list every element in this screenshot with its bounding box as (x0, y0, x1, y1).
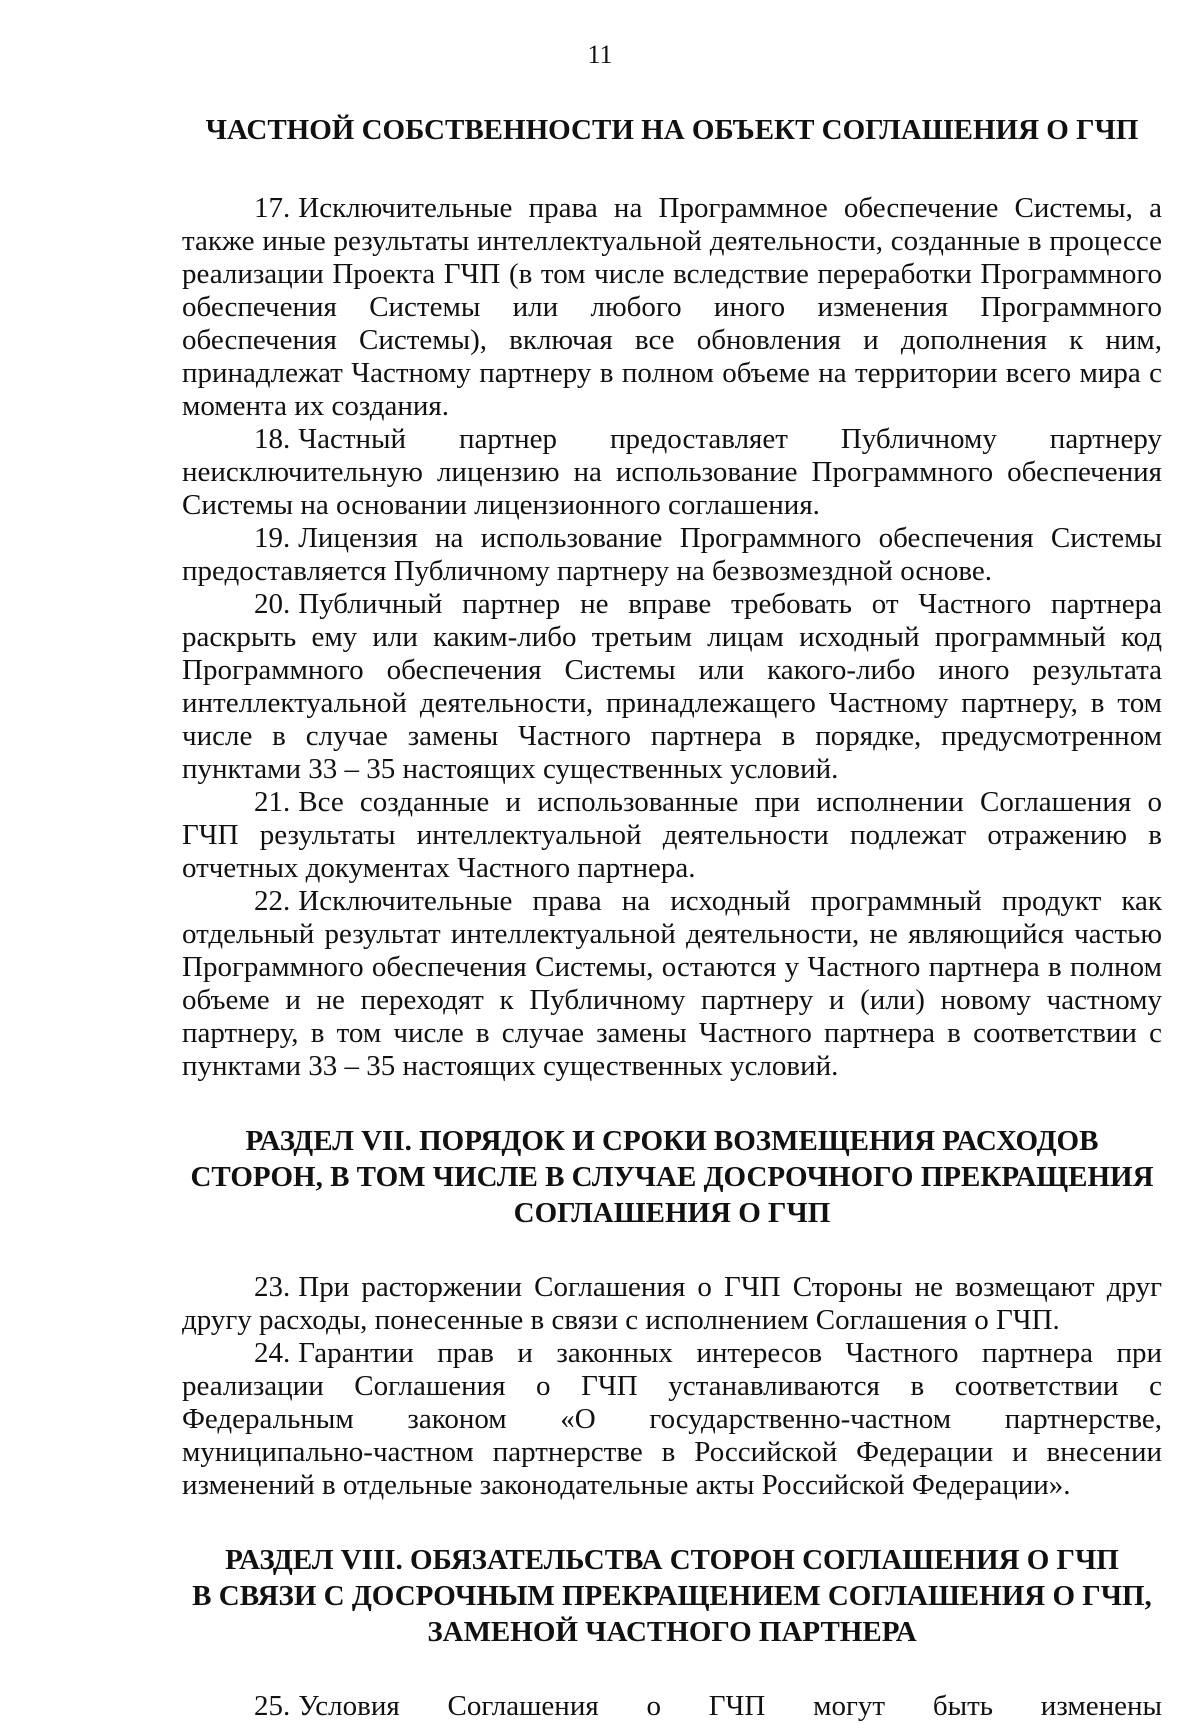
section-8-heading-line-1: РАЗДЕЛ VIII. ОБЯЗАТЕЛЬСТВА СТОРОН СОГЛАШЕНИЯ О ГЧП (225, 1544, 1119, 1576)
paragraph-number: 21. (254, 786, 291, 818)
paragraph-text: При расторжении Соглашения о ГЧП Стороны не возмещают друг другу расходы, понесенные в связи с исполнением Соглашения о ГЧП. (182, 1271, 1162, 1336)
paragraph-text: Частный партнер предоставляет Публичному партнеру неисключительную лицензию на использование Программного обеспечения Системы на основании лицензионного соглашения. (182, 423, 1162, 521)
paragraph-text: Лицензия на использование Программного обеспечения Системы предоставляется Публичному партнеру на безвозмездной основе. (182, 522, 1162, 587)
paragraph-17 (182, 192, 1162, 423)
paragraph-text: Все созданные и использованные при исполнении Соглашения о ГЧП результаты интеллектуальной деятельности подлежат отражению в отчетных документах Частного партнера. (182, 786, 1162, 884)
paragraph-22 (182, 885, 1162, 1083)
paragraph-text: Гарантии прав и законных интересов Частного партнера при реализации Соглашения о ГЧП устанавливаются в соответствии с Федеральным законом «О государственно-частном партнерстве, муниципально-частном партнерстве в Российской Федерации и внесении изменений в отдельные законодательные акты Российской Федерации». (182, 1337, 1162, 1501)
paragraph-18 (182, 423, 1162, 522)
paragraph-text: Публичный партнер не вправе требовать от Частного партнера раскрыть ему или каким-либо третьим лицам исходный программный код Программного обеспечения Системы или какого-либо иного результата интеллектуальной деятельности, принадлежащего Частному партнеру, в том числе в случае замены Частного партнера в порядке, предусмотренном пунктами 33 – 35 настоящих существенных условий. (182, 588, 1162, 785)
section-8-heading (182, 1542, 1162, 1650)
paragraph-20 (182, 588, 1162, 786)
section-8-heading-line-3: ЗАМЕНОЙ ЧАСТНОГО ПАРТНЕРА (427, 1616, 917, 1648)
paragraph-number: 17. (254, 192, 291, 224)
paragraph-number: 19. (254, 522, 291, 554)
paragraph-number: 22. (254, 885, 291, 917)
paragraph-25 (182, 1690, 1162, 1723)
section-8-heading-line-2: В СВЯЗИ С ДОСРОЧНЫМ ПРЕКРАЩЕНИЕМ СОГЛАШЕНИЯ О ГЧП, (192, 1580, 1152, 1612)
paragraph-24 (182, 1337, 1162, 1502)
paragraph-number: 20. (254, 588, 291, 620)
paragraph-number: 24. (254, 1337, 291, 1369)
paragraph-number: 23. (254, 1271, 291, 1303)
section-heading-continued: ЧАСТНОЙ СОБСТВЕННОСТИ НА ОБЪЕКТ СОГЛАШЕНИЯ О ГЧП (205, 114, 1139, 146)
paragraph-number: 18. (254, 423, 291, 455)
paragraph-text: Исключительные права на Программное обеспечение Системы, а также иные результаты интеллектуальной деятельности, созданные в процессе реализации Проекта ГЧП (в том числе вследствие переработки Программного обеспечения Системы или любого иного изменения Программного обеспечения Системы), включая все обновления и дополнения к ним, принадлежат Частному партнеру в полном объеме на территории всего мира с момента их создания. (182, 192, 1162, 422)
document-body (182, 112, 1162, 1723)
section-7-heading-line-1: РАЗДЕЛ VII. ПОРЯДОК И СРОКИ ВОЗМЕЩЕНИЯ РАСХОДОВ (245, 1125, 1099, 1157)
page-number: 11 (587, 40, 613, 69)
paragraph-23 (182, 1271, 1162, 1337)
paragraph-number: 25. (254, 1690, 291, 1722)
section-7-heading (182, 1123, 1162, 1231)
section-7-heading-line-3: СОГЛАШЕНИЯ О ГЧП (513, 1197, 831, 1229)
paragraph-19 (182, 522, 1162, 588)
paragraph-21 (182, 786, 1162, 885)
section-7-heading-line-2: СТОРОН, В ТОМ ЧИСЛЕ В СЛУЧАЕ ДОСРОЧНОГО ПРЕКРАЩЕНИЯ (190, 1161, 1154, 1193)
paragraph-text: Условия Соглашения о ГЧП могут быть изменены (298, 1690, 1162, 1722)
paragraph-text: Исключительные права на исходный программный продукт как отдельный результат интеллектуальной деятельности, не являющийся частью Программного обеспечения Системы, остаются у Частного партнера в полном объеме и не переходят к Публичному партнеру и (или) новому частному партнеру, в том числе в случае замены Частного партнера в соответствии с пунктами 33 – 35 настоящих существенных условий. (182, 885, 1162, 1082)
